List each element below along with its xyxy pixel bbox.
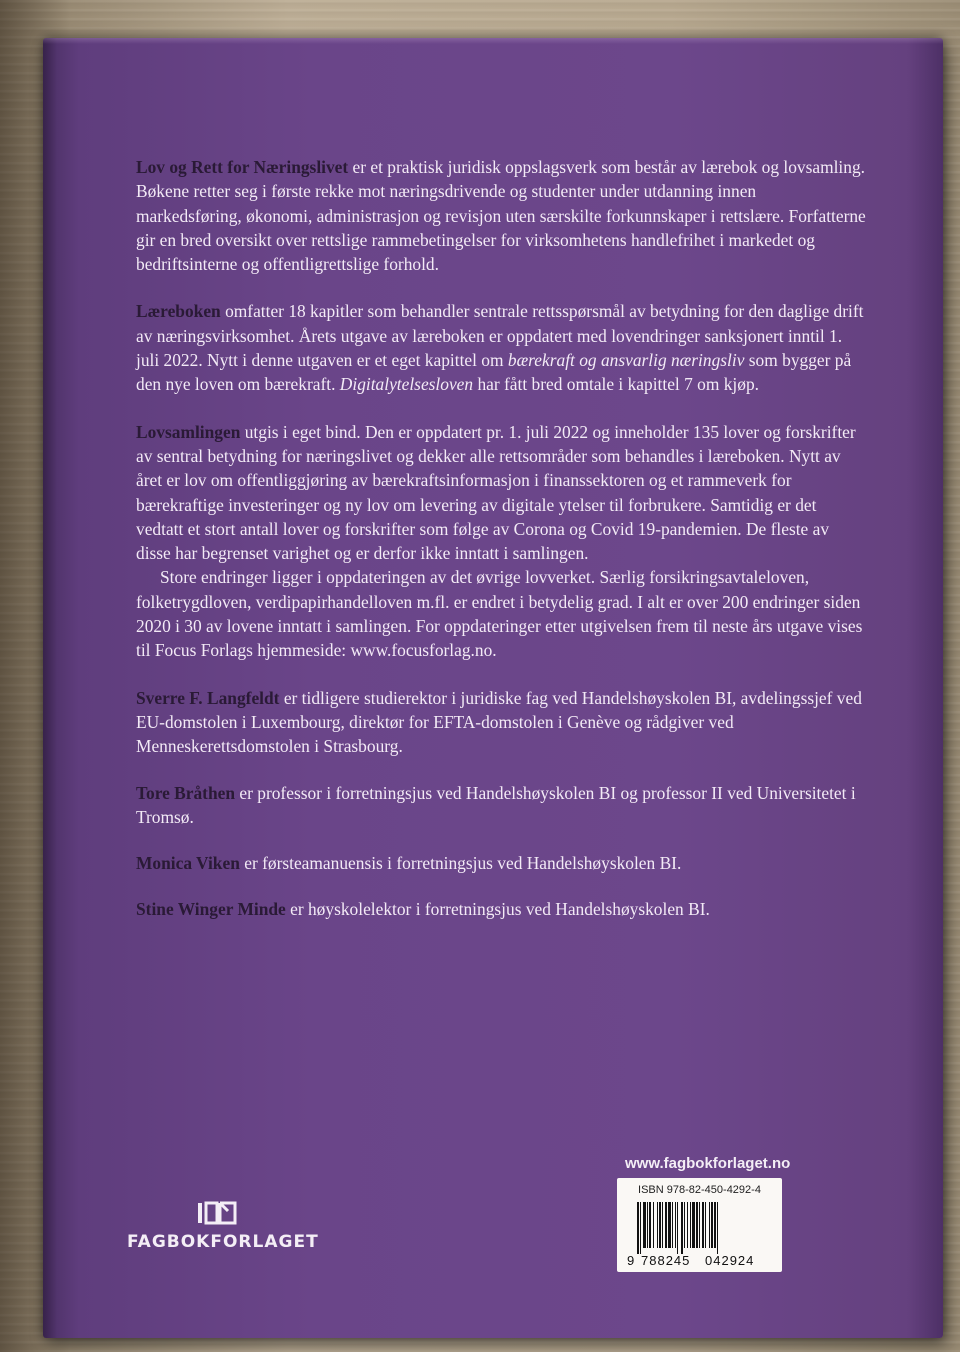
blurb-text-block bbox=[136, 155, 866, 944]
endringer-paragraph: Store endringer ligger i oppdateringen av det øvrige lovverket. Særlig forsikringsavtaleloven, folketrygdloven, verdipapirhandelloven m.fl. er endret i betydelig grad. I alt er over 200 endringer siden 2020 i 30 av lovene inntatt i samlingen. For oppdateringer etter utgivelsen frem til neste års utgave vises til Focus Forlags hjemmeside: www.focusforlag.no. bbox=[136, 567, 863, 661]
author-bio-text: er høyskolelektor i forretningsjus ved Handelshøyskolen BI. bbox=[285, 899, 710, 920]
laereboken-italic-b: Digitalytelsesloven bbox=[339, 374, 474, 395]
publisher-logo bbox=[127, 1200, 319, 1252]
laereboken-text-c: har fått bred omtale i kapittel 7 om kjøp. bbox=[473, 374, 759, 395]
laereboken-italic-a: bærekraft og ansvarlig næringsliv bbox=[507, 350, 745, 371]
isbn-number: ISBN 978-82-450-4292-4 bbox=[638, 1184, 761, 1196]
publisher-name: FAGBOKFORLAGET bbox=[127, 1232, 319, 1252]
book-back-cover bbox=[43, 38, 943, 1338]
laereboken-paragraph bbox=[136, 299, 866, 396]
barcode-digits-left: 788245 bbox=[641, 1253, 691, 1268]
author-bio bbox=[136, 897, 866, 921]
barcode-digits-right: 042924 bbox=[705, 1253, 755, 1268]
barcode bbox=[625, 1202, 774, 1268]
lovsamlingen-lead: Lovsamlingen bbox=[136, 421, 241, 442]
author-bio bbox=[136, 851, 866, 875]
author-name: Tore Bråthen bbox=[136, 782, 236, 803]
book-hinge bbox=[43, 38, 57, 1338]
lovsamlingen-text: utgis i eget bind. Den er oppdatert pr. 1. juli 2022 og inneholder 135 lover og forskrifter av sentral betydning for næringslivet og dekker alle rettsområder som behandles i læreboken. Nytt av året er lov om offentliggjøring av bærekraftsinformasjon i finanssektoren og et rammeverk for bærekraftige investeringer og ny lov om levering av digitale ytelser til forbrukere. Samtidig er det vedtatt et stort antall lover og forskrifter som følge av Corona og Covid 19-pandemien. De fleste av disse har begrenset varighet og er derfor ikke inntatt i samlingen. bbox=[136, 421, 856, 564]
author-bio-text: er professor i forretningsjus ved Handelshøyskolen BI og professor II ved Universitetet i Tromsø. bbox=[136, 782, 856, 827]
author-name: Monica Viken bbox=[136, 853, 240, 874]
laereboken-text-b: som bygger på den nye loven om bærekraft. bbox=[136, 350, 852, 395]
book-top-edge bbox=[43, 38, 943, 44]
author-name: Sverre F. Langfeldt bbox=[136, 687, 280, 708]
author-bio bbox=[136, 781, 866, 830]
author-name: Stine Winger Minde bbox=[136, 899, 286, 920]
laereboken-lead: Læreboken bbox=[136, 301, 221, 322]
isbn-barcode-label bbox=[617, 1178, 782, 1272]
lovsamlingen-paragraph bbox=[136, 420, 866, 566]
book-logo-icon bbox=[197, 1200, 237, 1226]
author-bio bbox=[136, 686, 866, 759]
publisher-website: www.fagbokforlaget.no bbox=[625, 1155, 791, 1172]
intro-paragraph bbox=[136, 155, 866, 276]
author-bio-text: er tidligere studierektor i juridiske fag ved Handelshøyskolen BI, avdelingssjef ved EU-domstolen i Luxembourg, direktør for EFTA-domstolen i Genève og rådgiver ved Menneskerettsdomstolen i Strasbourg. bbox=[136, 687, 862, 757]
book-title-lead: Lov og Rett for Næringslivet bbox=[136, 157, 349, 177]
laereboken-text-a: omfatter 18 kapitler som behandler sentrale rettsspørsmål av betydning for den daglige drift av næringsvirksomhet. Årets utgave av læreboken er oppdatert med lovendringer sanksjonert inntil 1. juli 2022. Nytt i denne utgaven er et eget kapittel om bbox=[136, 301, 864, 371]
barcode-digit-first: 9 bbox=[627, 1253, 635, 1268]
intro-paragraph-text: er et praktisk juridisk oppslagsverk som består av lærebok og lovsamling. Bøkene retter seg i første rekke mot næringsdrivende og studenter under utdanning innen markedsføring, økonomi, administrasjon og revisjon uten særskilte forkunnskaper i rettslære. Forfatterne gir en bred oversikt over rettslige rammebetingelser for virksomhetens handlefrihet i markedet og bedriftsinterne og offentligrettslige forhold. bbox=[136, 157, 866, 275]
author-bio-text: er førsteamanuensis i forretningsjus ved Handelshøyskolen BI. bbox=[239, 853, 682, 874]
